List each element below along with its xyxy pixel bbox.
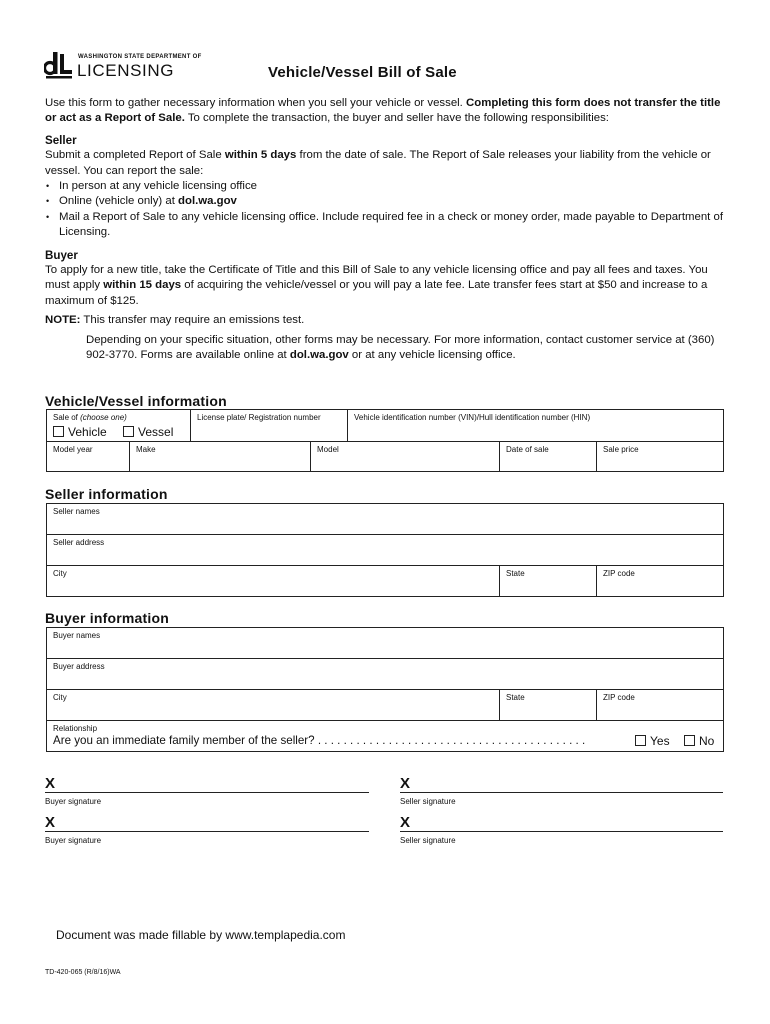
vehicle-section-heading: Vehicle/Vessel information (45, 393, 227, 409)
seller-state-label: State (506, 569, 525, 578)
model-label: Model (317, 445, 339, 454)
buyer-instructions (45, 263, 725, 309)
vessel-option[interactable] (123, 425, 173, 439)
yes-label: Yes (650, 734, 670, 748)
bullet-online-link: dol.wa.gov (178, 195, 237, 208)
bullet-online (45, 194, 725, 209)
seller-text: Submit a completed Report of Sale (45, 149, 225, 162)
signature-x-mark: X (45, 775, 56, 792)
dol-logo-icon (44, 52, 74, 80)
seller-zip-field[interactable] (597, 566, 723, 596)
buyer-signature-line-1[interactable] (45, 792, 369, 793)
plate-label: License plate/ Registration number (197, 413, 321, 422)
vehicle-option[interactable] (53, 425, 107, 439)
signature-x-mark: X (400, 775, 411, 792)
note (45, 313, 725, 328)
signature-x-mark: X (45, 814, 56, 831)
buyer-zip-field[interactable] (597, 690, 723, 721)
buyer-state-field[interactable] (500, 690, 597, 721)
date-of-sale-field[interactable] (500, 442, 597, 471)
vehicle-checkbox[interactable] (53, 426, 64, 437)
seller-names-field[interactable] (47, 504, 723, 535)
buyer-signature-label-2: Buyer signature (45, 836, 102, 845)
seller-signature-line-2[interactable] (400, 831, 723, 832)
model-year-field[interactable] (47, 442, 130, 471)
sale-of-hint: (choose one) (80, 413, 127, 422)
buyer-info-box (46, 627, 724, 752)
dol-logo (44, 50, 202, 80)
note-label: NOTE: (45, 314, 81, 327)
seller-city-field[interactable] (47, 566, 500, 596)
seller-signature-label-2: Seller signature (400, 836, 456, 845)
buyer-zip-label: ZIP code (603, 693, 635, 702)
relationship-label: Relationship (53, 724, 98, 733)
plate-field[interactable] (191, 410, 348, 442)
buyer-signature-line-2[interactable] (45, 831, 369, 832)
seller-instructions (45, 148, 725, 179)
seller-names-label: Seller names (53, 507, 100, 516)
logo-department-text: WASHINGTON STATE DEPARTMENT OF (78, 54, 202, 60)
no-option[interactable] (684, 734, 714, 748)
sale-of-cell (47, 410, 191, 442)
intro-warning: Completing this form does not transfer the title or act as a Report of Sale. (45, 97, 721, 125)
buyer-city-label: City (53, 693, 67, 702)
sale-price-label: Sale price (603, 445, 639, 454)
vessel-option-label: Vessel (138, 425, 174, 439)
vin-label: Vehicle identification number (VIN)/Hull identification number (HIN) (354, 413, 591, 422)
vin-field[interactable] (348, 410, 724, 442)
buyer-address-field[interactable] (47, 659, 723, 690)
seller-zip-label: ZIP code (603, 569, 635, 578)
buyer-section-heading: Buyer information (45, 610, 169, 626)
yes-checkbox[interactable] (635, 735, 646, 746)
buyer-state-label: State (506, 693, 525, 702)
seller-state-field[interactable] (500, 566, 597, 596)
seller-text-end: from the date of sale. The Report of Sale releases your liability from the vehicle or vessel. You can report the sale: (45, 149, 711, 177)
buyer-names-field[interactable] (47, 628, 723, 659)
buyer-deadline: within 15 days (103, 279, 182, 292)
seller-address-field[interactable] (47, 535, 723, 566)
more-info-text: Depending on your specific situation, other forms may be necessary. For more information, contact customer service at (360) 902-3770. Forms are available online at (86, 333, 715, 362)
buyer-names-label: Buyer names (53, 631, 101, 640)
model-field[interactable] (311, 442, 500, 471)
more-info (45, 333, 725, 364)
yes-option[interactable] (635, 734, 670, 748)
sale-of-text: Sale of (53, 413, 81, 422)
note-text: This transfer may require an emissions test. (80, 314, 305, 327)
signature-x-mark: X (400, 814, 411, 831)
seller-instructions-heading: Seller (45, 133, 77, 147)
family-member-question: Are you an immediate family member of the seller? . . . . . . . . . . . . . . . . . . . . . . . . . . . . . . . . . . . . . . . . . . (53, 734, 586, 747)
make-field[interactable] (130, 442, 311, 471)
instructions (45, 96, 725, 364)
vehicle-info-box (46, 409, 724, 472)
fillable-notice: Document was made fillable by www.templapedia.com (56, 928, 346, 942)
buyer-signature-label-1: Buyer signature (45, 797, 102, 806)
seller-info-box (46, 503, 724, 597)
bullet-online-text: Online (vehicle only) at (59, 195, 179, 208)
seller-deadline: within 5 days (224, 149, 297, 162)
sale-price-field[interactable] (597, 442, 724, 471)
bullet-in-person: • In person at any vehicle licensing office (45, 179, 725, 194)
relationship-field (47, 721, 723, 751)
more-info-text-end: or at any vehicle licensing office. (348, 349, 516, 362)
bullet-mail: • Mail a Report of Sale to any vehicle licensing office. Include required fee in a check or money order, made payable to Department of Licensing. (45, 210, 725, 241)
seller-signature-line-1[interactable] (400, 792, 723, 793)
vessel-checkbox[interactable] (123, 426, 134, 437)
sale-of-label (53, 413, 127, 422)
seller-city-label: City (53, 569, 67, 578)
intro-text: Use this form to gather necessary information when you sell your vehicle or vessel. (45, 97, 467, 109)
vehicle-option-label: Vehicle (68, 425, 107, 439)
buyer-address-label: Buyer address (53, 662, 105, 671)
buyer-text: To apply for a new title, take the Certificate of Title and this Bill of Sale to any vehicle licensing office and pay all fees and taxes. You must apply (45, 264, 708, 292)
seller-address-label: Seller address (53, 538, 105, 547)
buyer-text-end: of acquiring the vehicle/vessel or you will pay a late fee. Late transfer fees start at $50 and increase to a maximum of $125. (45, 279, 708, 307)
date-of-sale-label: Date of sale (506, 445, 549, 454)
intro-paragraph (45, 96, 725, 127)
seller-signature-label-1: Seller signature (400, 797, 456, 806)
form-code: TD-420-065 (R/8/16)WA (45, 969, 121, 976)
buyer-instructions-heading: Buyer (45, 248, 78, 262)
intro-text-end: To complete the transaction, the buyer and seller have the following responsibilities: (184, 112, 609, 125)
buyer-city-field[interactable] (47, 690, 500, 721)
logo-licensing-text: LICENSING (77, 61, 175, 80)
no-checkbox[interactable] (684, 735, 695, 746)
seller-section-heading: Seller information (45, 486, 168, 502)
document-title: Vehicle/Vessel Bill of Sale (268, 64, 457, 81)
more-info-link: dol.wa.gov (289, 349, 349, 362)
make-label: Make (136, 445, 156, 454)
no-label: No (699, 734, 715, 748)
model-year-label: Model year (53, 445, 93, 454)
